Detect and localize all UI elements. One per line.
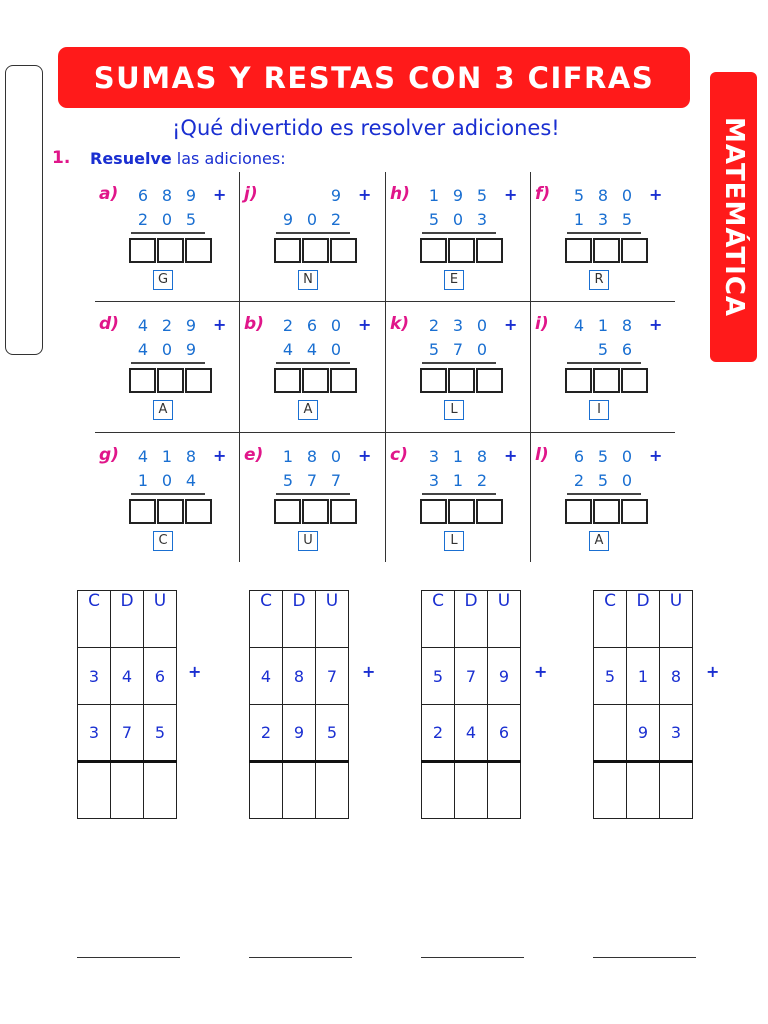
digit: 5 [282,471,294,490]
subject-tag-label: MATEMÁTICA [718,116,749,318]
digit: 4 [282,340,294,359]
addend-bottom [567,340,639,359]
digit-cell: 5 [422,648,455,705]
sum-line [422,362,496,364]
digit: 0 [330,447,342,466]
addend-bottom [276,210,348,229]
digit-cell: 6 [488,705,521,762]
addition-problem [531,310,676,440]
digit: 5 [428,340,440,359]
digit: 2 [330,210,342,229]
answer-boxes [420,368,504,393]
column-u-header: U [488,591,521,648]
answer-box[interactable] [157,499,184,524]
plus-sign: + [213,446,227,465]
digit: 6 [306,316,318,335]
digit: 4 [137,340,149,359]
answer-box[interactable] [448,499,475,524]
digit: 0 [161,210,173,229]
cdu-table-1 [77,590,177,819]
code-letter: R [589,270,609,290]
problem-label: g) [99,445,119,465]
answer-box[interactable] [274,499,301,524]
digit: 2 [161,316,173,335]
digit: 0 [476,316,488,335]
problem-label: d) [99,314,119,334]
answer-box[interactable] [448,368,475,393]
digit: 4 [137,447,149,466]
page-title: SUMAS Y RESTAS CON 3 CIFRAS [93,60,655,95]
addend-bottom [131,471,203,490]
answer-box[interactable] [157,238,184,263]
digit: 2 [282,316,294,335]
digit: 5 [621,210,633,229]
digit-cell: 6 [144,648,177,705]
digit-cell: 5 [144,705,177,762]
answer-box[interactable] [476,238,503,263]
digit-cell: 3 [78,705,111,762]
plus-sign: + [504,315,518,334]
plus-sign: + [358,185,372,204]
problem-label: l) [535,445,549,465]
addition-problem [240,180,385,310]
digit: 2 [137,210,149,229]
problem-label: a) [99,184,119,204]
addend-top [567,447,639,466]
addition-problem [95,441,240,571]
plus-sign: + [504,185,518,204]
digit: 5 [597,340,609,359]
digit: 1 [428,186,440,205]
digit: 9 [185,316,197,335]
sum-line [567,493,641,495]
problem-label: e) [244,445,264,465]
instruction-verb: Resuelve [90,149,172,168]
answer-box[interactable] [420,368,447,393]
digit: 9 [282,210,294,229]
digit: 5 [185,210,197,229]
title-banner [58,47,690,108]
answer-box[interactable] [476,499,503,524]
digit: 5 [428,210,440,229]
addend-bottom [567,471,639,490]
answer-box[interactable] [621,499,648,524]
problem-label: c) [390,445,408,465]
digit [276,186,300,205]
addend-bottom [422,340,494,359]
answer-cell[interactable] [78,762,111,819]
sum-line [276,493,350,495]
digit: 4 [185,471,197,490]
plus-sign: + [534,662,548,681]
answer-box[interactable] [621,368,648,393]
column-d-header: D [111,591,144,648]
code-letter: E [444,270,464,290]
digit: 3 [428,471,440,490]
digit-cell [594,705,627,762]
digit: 1 [137,471,149,490]
addition-problem [531,180,676,310]
answer-box[interactable] [565,368,592,393]
digit: 8 [161,186,173,205]
code-letter: L [444,400,464,420]
code-letter: I [589,400,609,420]
column-u-header: U [660,591,693,648]
answer-line[interactable] [77,957,180,958]
subtitle: ¡Qué divertido es resolver adiciones! [172,116,560,140]
answer-boxes [129,238,213,263]
code-letter: A [153,400,173,420]
answer-box[interactable] [593,499,620,524]
answer-box[interactable] [565,499,592,524]
problem-label: i) [535,314,549,334]
plus-sign: + [649,446,663,465]
answer-cell[interactable] [422,762,455,819]
digit: 1 [452,471,464,490]
plus-sign: + [649,315,663,334]
digit: 5 [476,186,488,205]
plus-sign: + [213,185,227,204]
digit: 4 [573,316,585,335]
answer-boxes [565,238,649,263]
digit: 1 [597,316,609,335]
digit: 3 [597,210,609,229]
digit: 5 [597,447,609,466]
name-box [5,65,43,355]
addend-top [422,447,494,466]
digit: 3 [452,316,464,335]
answer-cell[interactable] [594,762,627,819]
column-d-header: D [627,591,660,648]
plus-sign: + [504,446,518,465]
plus-sign: + [358,315,372,334]
digit: 8 [476,447,488,466]
code-letter: A [298,400,318,420]
column-u-header: U [144,591,177,648]
digit: 2 [476,471,488,490]
digit-cell: 3 [78,648,111,705]
code-letter: A [589,531,609,551]
answer-box[interactable] [185,238,212,263]
digit-cell: 3 [660,705,693,762]
digit: 5 [573,186,585,205]
digit: 4 [306,340,318,359]
digit-cell: 9 [627,705,660,762]
answer-box[interactable] [448,238,475,263]
digit: 8 [306,447,318,466]
answer-boxes [420,499,504,524]
digit: 7 [330,471,342,490]
addition-problem [240,441,385,571]
code-letter: L [444,531,464,551]
column-d-header: D [283,591,316,648]
addition-problem [531,441,676,571]
answer-box[interactable] [420,238,447,263]
code-letter: G [153,270,173,290]
digit: 0 [306,210,318,229]
digit: 9 [452,186,464,205]
column-c-header: C [594,591,627,648]
answer-box[interactable] [157,368,184,393]
digit-cell: 8 [660,648,693,705]
sum-line [422,493,496,495]
addend-bottom [276,471,348,490]
digit [567,340,591,359]
answer-cell[interactable] [488,762,521,819]
addend-top [276,447,348,466]
answer-boxes [274,499,358,524]
sum-line [422,232,496,234]
answer-box[interactable] [129,499,156,524]
digit-cell: 8 [283,648,316,705]
digit: 8 [185,447,197,466]
addition-problem [386,310,531,440]
plus-sign: + [649,185,663,204]
digit: 6 [573,447,585,466]
cdu-table-3 [421,590,521,819]
answer-box[interactable] [129,238,156,263]
digit-cell: 9 [283,705,316,762]
digit-cell: 7 [316,648,349,705]
addend-bottom [276,340,348,359]
cdu-table-4 [593,590,693,819]
sum-line [567,232,641,234]
digit: 0 [476,340,488,359]
digit-cell: 2 [422,705,455,762]
answer-box[interactable] [330,499,357,524]
addend-top [131,316,203,335]
answer-box[interactable] [302,499,329,524]
digit: 9 [330,186,342,205]
plus-sign: + [362,662,376,681]
digit: 7 [306,471,318,490]
digit: 0 [330,316,342,335]
digit-cell: 9 [488,648,521,705]
addend-bottom [422,471,494,490]
column-c-header: C [78,591,111,648]
answer-cell[interactable] [316,762,349,819]
sum-line [567,362,641,364]
problem-label: h) [390,184,410,204]
addend-bottom [422,210,494,229]
addend-top [567,316,639,335]
digit: 4 [137,316,149,335]
answer-line[interactable] [249,957,352,958]
answer-box[interactable] [621,238,648,263]
answer-box[interactable] [420,499,447,524]
digit: 8 [597,186,609,205]
answer-boxes [420,238,504,263]
answer-box[interactable] [302,238,329,263]
answer-cell[interactable] [627,762,660,819]
digit: 0 [161,340,173,359]
digit: 6 [621,340,633,359]
column-c-header: C [250,591,283,648]
answer-cell[interactable] [111,762,144,819]
exercise-instruction [90,149,286,168]
addend-top [567,186,639,205]
plus-sign: + [358,446,372,465]
answer-box[interactable] [476,368,503,393]
addition-problem [240,310,385,440]
digit-cell: 1 [627,648,660,705]
answer-box[interactable] [593,368,620,393]
answer-line[interactable] [421,957,524,958]
digit: 0 [621,471,633,490]
column-c-header: C [422,591,455,648]
digit-cell: 4 [111,648,144,705]
answer-box[interactable] [185,368,212,393]
answer-box[interactable] [129,368,156,393]
answer-cell[interactable] [144,762,177,819]
digit: 0 [330,340,342,359]
digit: 9 [185,340,197,359]
answer-line[interactable] [593,957,696,958]
digit: 3 [476,210,488,229]
code-letter: U [298,531,318,551]
column-u-header: U [316,591,349,648]
digit: 0 [161,471,173,490]
digit-cell: 5 [316,705,349,762]
exercise-number: 1. [52,148,71,168]
answer-box[interactable] [274,238,301,263]
answer-boxes [565,499,649,524]
answer-box[interactable] [565,238,592,263]
addend-top [422,186,494,205]
digit: 5 [597,471,609,490]
problem-label: b) [244,314,264,334]
answer-boxes [274,238,358,263]
addend-bottom [131,210,203,229]
answer-box[interactable] [302,368,329,393]
answer-box[interactable] [330,368,357,393]
digit-cell: 5 [594,648,627,705]
answer-box[interactable] [330,238,357,263]
sum-line [131,493,205,495]
addend-bottom [567,210,639,229]
code-letter: C [153,531,173,551]
answer-box[interactable] [593,238,620,263]
digit [300,186,324,205]
plus-sign: + [188,662,202,681]
digit: 9 [185,186,197,205]
addend-top [131,447,203,466]
sum-line [276,362,350,364]
digit: 1 [573,210,585,229]
answer-boxes [565,368,649,393]
answer-boxes [129,368,213,393]
answer-boxes [274,368,358,393]
addend-bottom [131,340,203,359]
addend-top [276,316,348,335]
plus-sign: + [213,315,227,334]
digit: 1 [452,447,464,466]
problem-label: j) [244,184,258,204]
problem-label: f) [535,184,551,204]
answer-box[interactable] [185,499,212,524]
subject-tag [710,72,757,362]
instruction-rest: las adiciones: [176,149,286,168]
code-letter: N [298,270,318,290]
digit: 0 [621,186,633,205]
plus-sign: + [706,662,720,681]
digit: 0 [452,210,464,229]
digit-cell: 4 [250,648,283,705]
addend-top [276,186,348,205]
sum-line [276,232,350,234]
sum-line [131,232,205,234]
answer-box[interactable] [274,368,301,393]
digit-cell: 7 [455,648,488,705]
digit: 0 [621,447,633,466]
addition-problem [95,310,240,440]
problem-label: k) [390,314,410,334]
digit-cell: 4 [455,705,488,762]
addition-problem [386,441,531,571]
addition-problem [386,180,531,310]
addition-problem [95,180,240,310]
answer-cell[interactable] [455,762,488,819]
digit: 6 [137,186,149,205]
digit-cell: 2 [250,705,283,762]
digit: 3 [428,447,440,466]
digit: 1 [282,447,294,466]
addend-top [131,186,203,205]
digit: 8 [621,316,633,335]
addend-top [422,316,494,335]
digit-cell: 7 [111,705,144,762]
answer-cell[interactable] [250,762,283,819]
answer-boxes [129,499,213,524]
sum-line [131,362,205,364]
digit: 2 [573,471,585,490]
column-d-header: D [455,591,488,648]
digit: 2 [428,316,440,335]
answer-cell[interactable] [283,762,316,819]
answer-cell[interactable] [660,762,693,819]
digit: 1 [161,447,173,466]
digit: 7 [452,340,464,359]
cdu-table-2 [249,590,349,819]
